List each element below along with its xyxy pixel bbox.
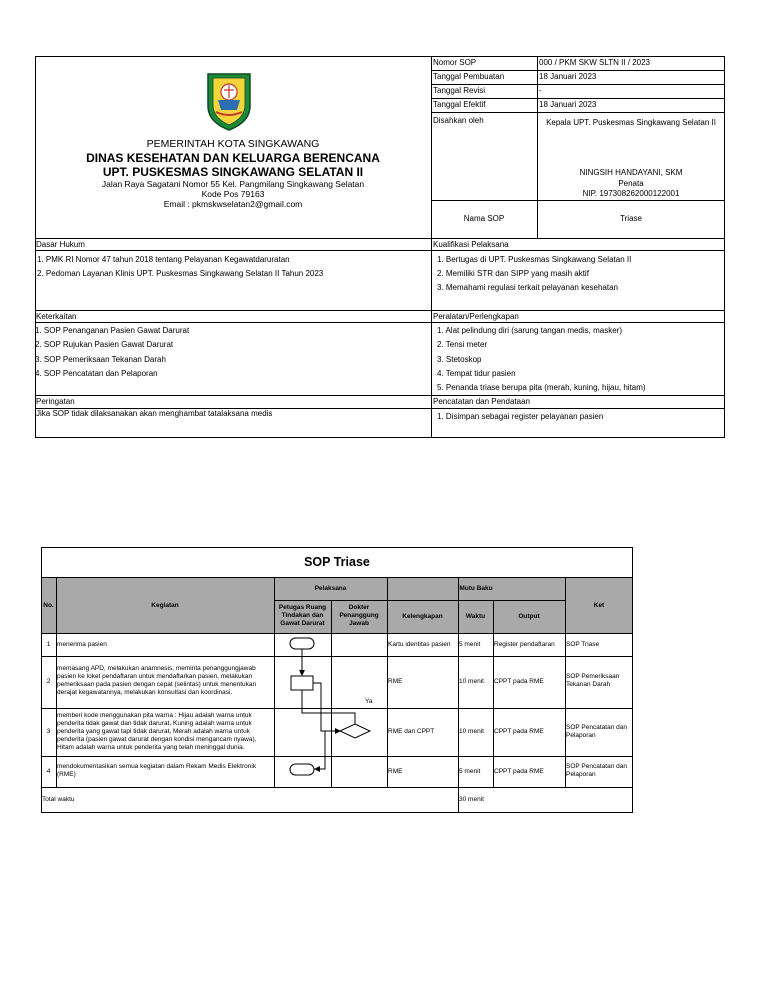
keterkaitan-item: 2. SOP Rujukan Pasien Gawat Darurat (35, 340, 174, 349)
divider (35, 395, 725, 396)
col-kelengkapan: Kelengkapan (402, 613, 443, 620)
peralatan-item: 4. Tempat tidur pasien (437, 369, 516, 378)
gov-name: PEMERINTAH KOTA SINGKAWANG (146, 138, 320, 150)
row-no: 2 (46, 678, 51, 685)
divider (35, 238, 725, 239)
col-output: Output (518, 613, 540, 620)
row-ket: SOP Triase (566, 641, 600, 648)
start-terminator (290, 638, 314, 649)
decision-yes-label: Ya (365, 698, 373, 705)
row-no: 4 (46, 768, 51, 775)
row-waktu: 5 menit (459, 768, 481, 775)
email: Email : pkmskwselatan2@gmail.com (163, 199, 303, 209)
col-petugas: Petugas Ruang Tindakan dan Gawat Darurat (278, 604, 327, 627)
pencatatan-title: Pencatatan dan Pendataan (433, 397, 530, 406)
col-pelaksana: Pelaksana (314, 585, 347, 592)
row-kegiatan: menerima pasien (57, 641, 107, 648)
tanggal-revisi-value: - (539, 86, 542, 95)
flowchart-title: SOP Triase (304, 555, 370, 569)
col-kegiatan: Kegiatan (151, 602, 179, 609)
peralatan-item: 1. Alat pelindung diri (sarung tangan medis, masker) (437, 326, 622, 335)
row-output: CPPT pada RME (494, 768, 544, 775)
keterkaitan-item: 4. SOP Pencatatan dan Pelaporan (35, 369, 158, 378)
row-waktu: 10 menit (459, 678, 484, 685)
tanggal-pembuatan-label: Tanggal Pembuatan (433, 72, 505, 81)
row-no: 1 (46, 641, 51, 648)
row-kegiatan: memasang APD, melakukan anamnesis, meminta penanggungjawab pasien ke loket pendaftaran untuk mendaftarkan pasien, melakukan pemeriksaan pada pasien dengan cepat (selintas) untuk menentukan derajat kegawatannya, melakukan konsultasi dan koordinasi. (57, 665, 257, 696)
unit-name: UPT. PUSKESMAS SINGKAWANG SELATAN II (102, 165, 364, 179)
kualifikasi-item: 3. Memahami regulasi terkait pelayanan kesehatan (437, 283, 618, 292)
kualifikasi-title: Kualifikasi Pelaksana (433, 240, 509, 249)
city-logo (204, 70, 254, 132)
col-mutu-baku: Mutu Baku (459, 585, 493, 592)
row-kegiatan: mendokumentasikan semua kegiatan dalam Rekam Medis Elektronik (RME) (57, 763, 257, 778)
dasar-hukum-title: Dasar Hukum (36, 240, 85, 249)
peralatan-item: 3. Stetoskop (437, 355, 482, 364)
keterkaitan-item: 3. SOP Pemeriksaan Tekanan Darah (35, 355, 166, 364)
col-no: No. (43, 602, 54, 609)
postal-code: Kode Pos 79163 (201, 189, 265, 199)
disahkan-label: Disahkan oleh (433, 116, 484, 125)
approver-rank: Penata (618, 179, 644, 188)
row-output: Register pendaftaran (494, 641, 555, 648)
dasar-hukum-item: 2. Pedoman Layanan Klinis UPT. Puskesmas Singkawang Selatan II Tahun 2023 (37, 269, 324, 278)
row-ket: SOP Pencatatan dan Pelaporan (566, 763, 627, 778)
col-waktu: Waktu (465, 613, 486, 620)
row-kegiatan: memberi kode menggunakan pita warna : Hijau adalah warna untuk penderita tidak gawat dan tidak darurat, Kuning adalah warna untuk penderita yang gawat tapi tidak darurat, Merah adalah warna untuk penderita (pasien gawat darurat dengan kondisi mengancam nyawa), Hitam adalah warna untuk penderita yang telah meninggal dunia. (57, 712, 257, 751)
approver-nip: NIP. 197308262000122001 (582, 189, 680, 198)
keterkaitan-item: 1. SOP Penanganan Pasien Gawat Darurat (35, 326, 190, 335)
divider (431, 56, 432, 438)
peralatan-title: Peralatan/Perlengkapan (433, 312, 519, 321)
tanggal-revisi-label: Tanggal Revisi (433, 86, 486, 95)
divider (35, 310, 725, 311)
approver-title: Kepala UPT. Puskesmas Singkawang Selatan II (546, 118, 716, 127)
peralatan-item: 2. Tensi meter (437, 340, 488, 349)
row-ket: SOP Pemeriksaan Tekanan Darah (566, 673, 620, 688)
nomor-sop-value: 000 / PKM SKW SLTN II / 2023 (539, 58, 651, 67)
kualifikasi-item: 1. Bertugas di UPT. Puskesmas Singkawang Selatan II (437, 255, 632, 264)
process-box (291, 676, 313, 690)
row-waktu: 10 menit (459, 728, 484, 735)
total-waktu-label: Total waktu (42, 796, 75, 803)
row-ket: SOP Pencatatan dan Pelaporan (566, 724, 627, 739)
row-kelengkapan: RME dan CPPT (388, 728, 435, 735)
dept-name: DINAS KESEHATAN DAN KELUARGA BERENCANA (86, 151, 380, 165)
row-kelengkapan: RME (388, 678, 403, 685)
row-output: CPPT pada RME (494, 678, 544, 685)
peringatan-title: Peringatan (36, 397, 75, 406)
row-kelengkapan: Kartu identitas pasien (388, 641, 451, 648)
tanggal-efektif-label: Tanggal Efektif (433, 100, 486, 109)
keterkaitan-title: Keterkaitan (36, 312, 77, 321)
tanggal-efektif-value: 18 Januari 2023 (539, 100, 597, 109)
nama-sop-value: Triase (620, 214, 642, 223)
total-waktu-value: 30 menit (459, 796, 484, 803)
decision-diamond (340, 724, 370, 738)
approver-name: NINGSIH HANDAYANI, SKM (579, 168, 683, 177)
flowchart-diagram (274, 633, 394, 787)
tanggal-pembuatan-value: 18 Januari 2023 (539, 72, 597, 81)
peralatan-item: 5. Penanda triase berupa pita (merah, kuning, hijau, hitam) (437, 383, 646, 392)
row-no: 3 (46, 728, 51, 735)
row-output: CPPT pada RME (494, 728, 544, 735)
end-terminator (290, 764, 314, 775)
sop-header-table (35, 56, 725, 438)
address: Jalan Raya Sagatani Nomor 55 Kel. Pangmilang Singkawang Selatan (101, 179, 365, 189)
row-kelengkapan: RME (388, 768, 403, 775)
row-waktu: 5 menit (459, 641, 481, 648)
col-ket: Ket (593, 602, 605, 609)
pencatatan-item: 1. Disimpan sebagai register pelayanan pasien (437, 412, 604, 421)
peringatan-text: Jika SOP tidak dilaksanakan akan menghambat tatalaksana medis (36, 409, 273, 418)
dasar-hukum-item: 1. PMK RI Nomor 47 tahun 2018 tentang Pelayanan Kegawatdaruratan (37, 255, 290, 264)
col-dokter: Dokter Penanggung Jawab (339, 604, 379, 627)
nama-sop-label: Nama SOP (463, 214, 505, 223)
kualifikasi-item: 2. Memiliki STR dan SIPP yang masih aktif (437, 269, 589, 278)
nomor-sop-label: Nomor SOP (433, 58, 477, 67)
